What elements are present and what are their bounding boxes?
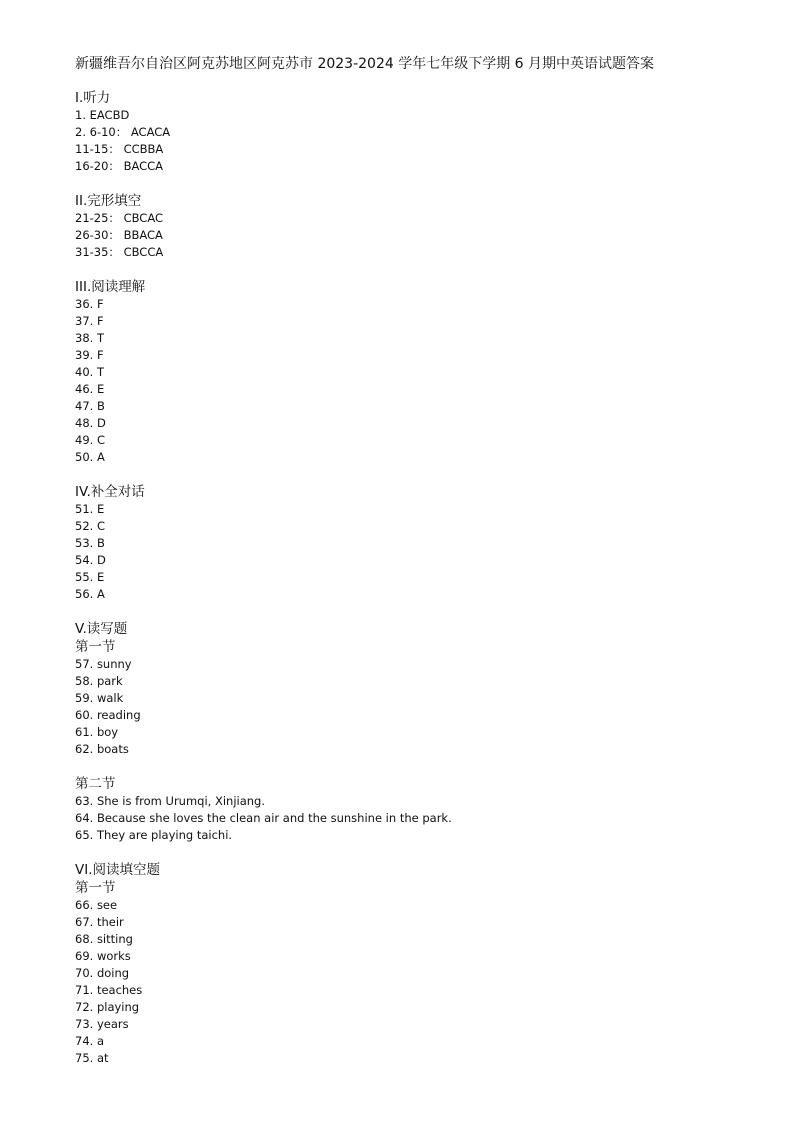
answer-line: 11-15： CCBBA <box>75 142 164 156</box>
answer-line: 75. at <box>75 1051 109 1065</box>
section-heading: VI.阅读填空题 <box>75 862 161 878</box>
subsection-heading: 第一节 <box>75 880 116 896</box>
answer-subsection <box>75 638 452 758</box>
answer-line: 2. 6-10： ACACA <box>75 125 171 139</box>
answer-line: 50. A <box>75 450 105 464</box>
answer-line: 62. boats <box>75 742 129 756</box>
answer-subsection <box>75 107 452 175</box>
section-heading: II.完形填空 <box>75 193 142 209</box>
answer-line: 54. D <box>75 553 106 567</box>
answer-section <box>75 620 452 844</box>
answer-section <box>75 192 452 261</box>
answer-line: 55. E <box>75 570 105 584</box>
answer-subsection <box>75 501 452 603</box>
section-heading: I.听力 <box>75 90 111 106</box>
answer-line: 16-20： BACCA <box>75 159 164 173</box>
subsection-heading: 第一节 <box>75 639 116 655</box>
answer-line: 69. works <box>75 949 131 963</box>
answer-line: 56. A <box>75 587 105 601</box>
section-heading: IV.补全对话 <box>75 484 145 500</box>
answer-content <box>75 89 452 1067</box>
answer-line: 58. park <box>75 674 123 688</box>
answer-line: 63. She is from Urumqi, Xinjiang. <box>75 794 266 808</box>
answer-line: 31-35： CBCCA <box>75 245 164 259</box>
answer-line: 71. teaches <box>75 983 143 997</box>
answer-line: 74. a <box>75 1034 104 1048</box>
answer-line: 48. D <box>75 416 106 430</box>
answer-line: 61. boy <box>75 725 119 739</box>
answer-line: 72. playing <box>75 1000 140 1014</box>
answer-line: 40. T <box>75 365 104 379</box>
answer-line: 36. F <box>75 297 104 311</box>
answer-line: 38. T <box>75 331 104 345</box>
answer-line: 51. E <box>75 502 105 516</box>
answer-line: 53. B <box>75 536 105 550</box>
answer-section <box>75 278 452 466</box>
answer-section <box>75 483 452 603</box>
answer-line: 21-25： CBCAC <box>75 211 164 225</box>
answer-section <box>75 861 452 1067</box>
answer-line: 70. doing <box>75 966 130 980</box>
answer-section <box>75 89 452 175</box>
section-heading: V.读写题 <box>75 621 128 637</box>
answer-subsection <box>75 210 452 261</box>
answer-line: 65. They are playing taichi. <box>75 828 233 842</box>
answer-subsection <box>75 775 452 844</box>
answer-line: 52. C <box>75 519 105 533</box>
subsection-heading: 第二节 <box>75 776 116 792</box>
answer-line: 68. sitting <box>75 932 133 946</box>
answer-line: 60. reading <box>75 708 141 722</box>
answer-line: 67. their <box>75 915 124 929</box>
answer-line: 64. Because she loves the clean air and the sunshine in the park. <box>75 811 452 825</box>
answer-subsection <box>75 296 452 466</box>
answer-line: 49. C <box>75 433 105 447</box>
answer-line: 66. see <box>75 898 118 912</box>
answer-line: 26-30： BBACA <box>75 228 163 242</box>
answer-subsection <box>75 879 452 1067</box>
answer-line: 39. F <box>75 348 104 362</box>
answer-line: 46. E <box>75 382 105 396</box>
answer-line: 1. EACBD <box>75 108 130 122</box>
section-heading: III.阅读理解 <box>75 279 146 295</box>
answer-line: 47. B <box>75 399 105 413</box>
answer-line: 59. walk <box>75 691 124 705</box>
document-title: 新疆维吾尔自治区阿克苏地区阿克苏市 2023-2024 学年七年级下学期 6 月期中英语试题答案 <box>75 56 655 72</box>
answer-line: 37. F <box>75 314 104 328</box>
answer-line: 57. sunny <box>75 657 132 671</box>
answer-line: 73. years <box>75 1017 129 1031</box>
